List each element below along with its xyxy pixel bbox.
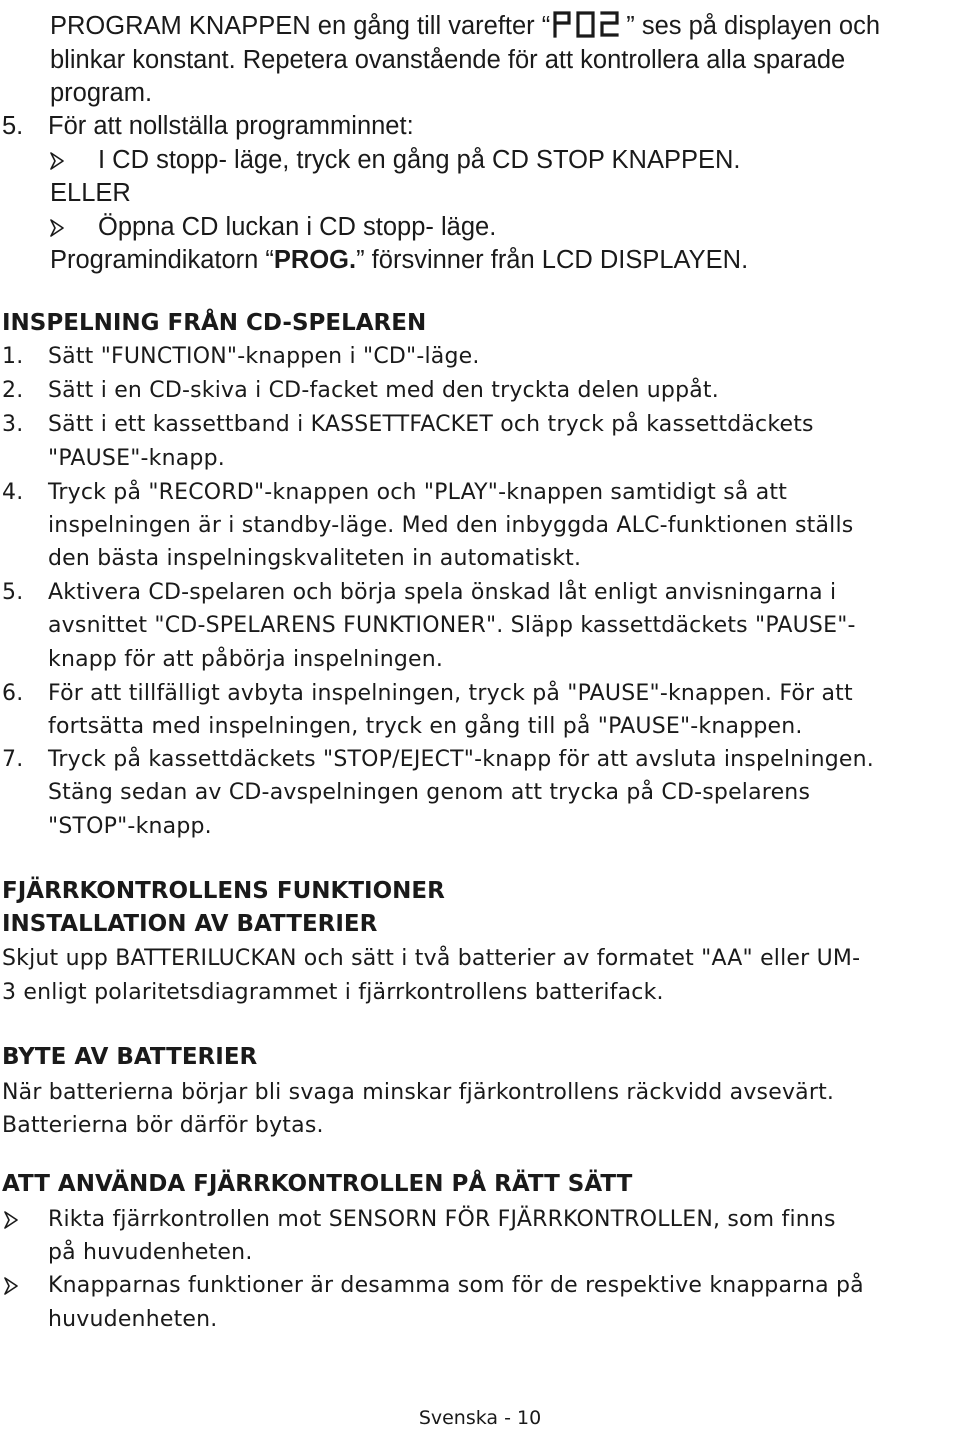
recording-heading: INSPELNING FRÅN CD-SPELAREN	[2, 310, 427, 336]
battery-replace-text: När batterierna börjar bli svaga minskar fjärkontrollens räckvidd avsevärt.	[2, 1080, 835, 1105]
prog-indicator-label: PROG.	[273, 246, 357, 274]
battery-install-heading: INSTALLATION AV BATTERIER	[2, 911, 378, 937]
usage-bullet-1: Rikta fjärrkontrollen mot SENSORN FÖR FJÄRRKONTROLLEN, som finns	[48, 1207, 836, 1232]
step-number: 5.	[2, 112, 24, 140]
recording-step-4-cont: den bästa inspelningskvaliteten in automatiskt.	[48, 546, 582, 571]
bullet-arrow-icon	[4, 1277, 18, 1295]
battery-replace-heading: BYTE AV BATTERIER	[2, 1044, 258, 1070]
bullet-arrow-icon	[50, 152, 64, 170]
recording-step-2: 2. Sätt i en CD-skiva i CD-facket med den tryckta delen uppåt.	[2, 378, 719, 403]
recording-step-7-cont: "STOP"-knapp.	[48, 814, 212, 839]
recording-step-5-cont: knapp för att påbörja inspelningen.	[48, 647, 444, 672]
recording-step-5-cont: avsnittet "CD-SPELARENS FUNKTIONER". Släpp kassettdäckets "PAUSE"-	[48, 613, 856, 638]
page-footer: Svenska - 10	[418, 1407, 542, 1429]
battery-replace-text: Batterierna bör därför bytas.	[2, 1113, 324, 1138]
or-label: ELLER	[50, 179, 131, 207]
reset-step	[2, 110, 414, 143]
battery-install-text: 3 enligt polaritetsdiagrammet i fjärrkontrollens batterifack.	[2, 980, 664, 1005]
bullet-arrow-icon	[50, 219, 64, 237]
recording-step-6: 6. För att tillfälligt avbyta inspelningen, tryck på "PAUSE"-knappen. För att	[2, 681, 853, 706]
prog-indicator-line: Programindikatorn “PROG.” försvinner från LCD DISPLAYEN.	[50, 246, 749, 274]
battery-install-text: Skjut upp BATTERILUCKAN och sätt i två batterier av formatet "AA" eller UM-	[2, 946, 861, 971]
step-text: För att nollställa programminnet:	[48, 112, 414, 140]
recording-step-1: 1. Sätt "FUNCTION"-knappen i "CD"-läge.	[2, 344, 480, 369]
bullet-arrow-icon	[4, 1211, 18, 1229]
usage-heading: ATT ANVÄNDA FJÄRRKONTROLLEN PÅ RÄTT SÄTT	[2, 1171, 633, 1197]
usage-bullet-2-cont: huvudenheten.	[48, 1307, 218, 1332]
reset-bullet-1: I CD stopp- läge, tryck en gång på CD STOP KNAPPEN.	[98, 146, 741, 174]
recording-step-3: 3. Sätt i ett kassettband i KASSETTFACKET och tryck på kassettdäckets	[2, 412, 814, 437]
usage-bullet-2: Knapparnas funktioner är desamma som för de respektive knapparna på	[48, 1273, 864, 1298]
recording-step-4: 4. Tryck på "RECORD"-knappen och "PLAY"-knappen samtidigt så att	[2, 480, 788, 505]
intro-line-2: blinkar konstant. Repetera ovanstående för att kontrollera alla sparade	[50, 46, 846, 74]
remote-heading: FJÄRRKONTROLLENS FUNKTIONER	[2, 878, 445, 904]
lcd-display-code-icon	[552, 10, 620, 47]
reset-bullet-2: Öppna CD luckan i CD stopp- läge.	[98, 213, 497, 241]
intro-line-1: PROGRAM KNAPPEN en gång till varefter “ ” ses på displayen och	[50, 10, 880, 47]
intro-line-3: program.	[50, 79, 153, 107]
recording-step-5: 5. Aktivera CD-spelaren och börja spela önskad låt enligt anvisningarna i	[2, 580, 837, 605]
recording-step-7: 7. Tryck på kassettdäckets "STOP/EJECT"-knapp för att avsluta inspelningen.	[2, 747, 875, 772]
recording-step-4-cont: inspelningen är i standby-läge. Med den inbyggda ALC-funktionen ställs	[48, 513, 854, 538]
recording-step-6-cont: fortsätta med inspelningen, tryck en gång till på "PAUSE"-knappen.	[48, 714, 803, 739]
recording-step-7-cont: Stäng sedan av CD-avspelningen genom att trycka på CD-spelarens	[48, 780, 811, 805]
recording-step-3-cont: "PAUSE"-knapp.	[48, 446, 225, 471]
usage-bullet-1-cont: på huvudenheten.	[48, 1240, 253, 1265]
